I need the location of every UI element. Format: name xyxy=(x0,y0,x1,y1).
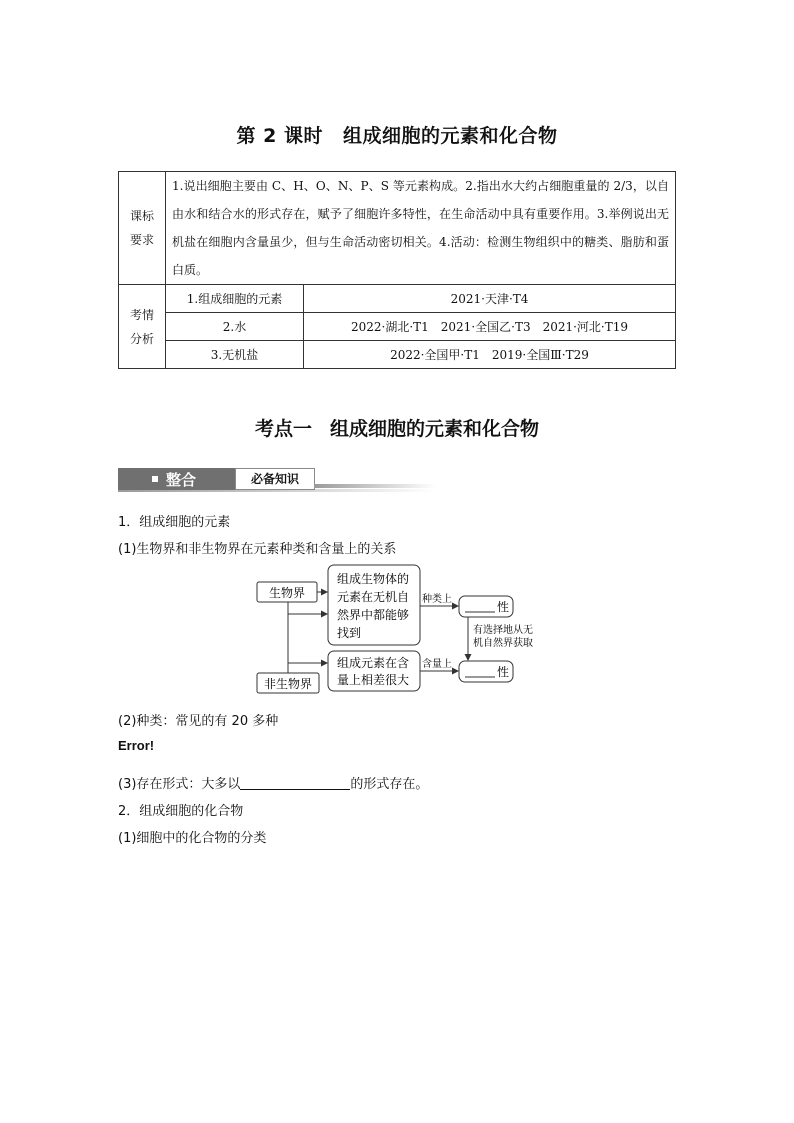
exam-header-line2: 分析 xyxy=(129,331,154,346)
bio-label: 生物界 xyxy=(268,586,306,600)
exam-category: 2.水 xyxy=(166,313,304,341)
heading-elements: 1．组成细胞的元素 xyxy=(118,515,231,530)
forms-suffix: 的形式存在。 xyxy=(350,777,429,792)
requirement-row xyxy=(119,172,676,285)
label-amount: 含量上 xyxy=(422,659,452,670)
exam-row xyxy=(119,313,676,341)
box1-line2: 元素在无机自 xyxy=(337,590,410,604)
requirement-header-line2: 要求 xyxy=(129,233,154,247)
exam-header xyxy=(119,285,166,369)
exam-references: 2021·天津·T4 xyxy=(304,285,676,313)
exam-references: 2022·湖北·T1 2021·全国乙·T3 2021·河北·T19 xyxy=(304,313,676,341)
exam-category: 1.组成细胞的元素 xyxy=(166,285,304,313)
subheading-classification: (1)细胞中的化合物的分类 xyxy=(118,831,267,846)
section-topic: 组成细胞的元素和化合物 xyxy=(330,418,540,440)
square-bullet-icon xyxy=(152,476,158,482)
banner-tab: 必备知识 xyxy=(235,468,315,490)
exam-references: 2022·全国甲·T1 2019·全国Ⅲ·T29 xyxy=(304,341,676,369)
requirement-header-line1: 课标 xyxy=(129,209,154,223)
requirement-text: 1.说出细胞主要由 C、H、O、N、P、S 等元素构成。2.指出水大约占细胞重量的 2/3，以自由水和结合水的形式存在，赋予了细胞许多特性，在生命活动中具有重要作用。3.举例说出无机盐在细胞内含量虽少，但与生命活动密切相关。4.活动：检测生物组织中的糖类、脂肪和蛋白质。 xyxy=(166,172,676,285)
element-relation-diagram xyxy=(250,562,550,698)
note-line1: 有选择地从无 xyxy=(473,625,533,636)
result-difference-suffix: 性 xyxy=(497,665,510,679)
box2-line1: 组成元素在含 xyxy=(337,656,410,670)
box2-line2: 量上相差很大 xyxy=(337,673,410,687)
subheading-forms xyxy=(118,773,428,792)
result-unity-suffix: 性 xyxy=(497,600,510,614)
exam-header-line1: 考情 xyxy=(129,307,154,322)
banner-line xyxy=(314,484,436,488)
forms-blank xyxy=(240,776,350,790)
box1-line4: 找到 xyxy=(337,626,362,640)
subheading-types: (2)种类：常见的有 20 多种 xyxy=(118,714,279,729)
forms-prefix: (3)存在形式：大多以 xyxy=(118,777,241,792)
nonbio-label: 非生物界 xyxy=(263,677,313,691)
box1-line3: 然界中都能够 xyxy=(337,608,410,622)
banner-main-label: 整合 xyxy=(166,471,197,489)
requirement-header xyxy=(119,172,166,285)
lesson-topic: 组成细胞的元素和化合物 xyxy=(342,125,558,147)
exam-row xyxy=(119,285,676,313)
section-title xyxy=(0,414,794,441)
error-text: Error! xyxy=(118,738,155,753)
exam-row xyxy=(119,341,676,369)
note-line2: 机自然界获取 xyxy=(473,638,533,649)
section-label: 考点一 xyxy=(254,418,312,440)
curriculum-table xyxy=(118,171,676,369)
heading-compounds: 2．组成细胞的化合物 xyxy=(118,804,244,819)
label-type: 种类上 xyxy=(422,594,452,605)
lesson-number: 第 2 课时 xyxy=(236,125,323,147)
box1-line1: 组成生物体的 xyxy=(337,572,410,586)
page-title xyxy=(0,121,794,148)
subheading-relation: (1)生物界和非生物界在元素种类和含量上的关系 xyxy=(118,542,397,557)
section-banner xyxy=(118,467,436,492)
exam-category: 3.无机盐 xyxy=(166,341,304,369)
banner-main xyxy=(118,468,235,490)
